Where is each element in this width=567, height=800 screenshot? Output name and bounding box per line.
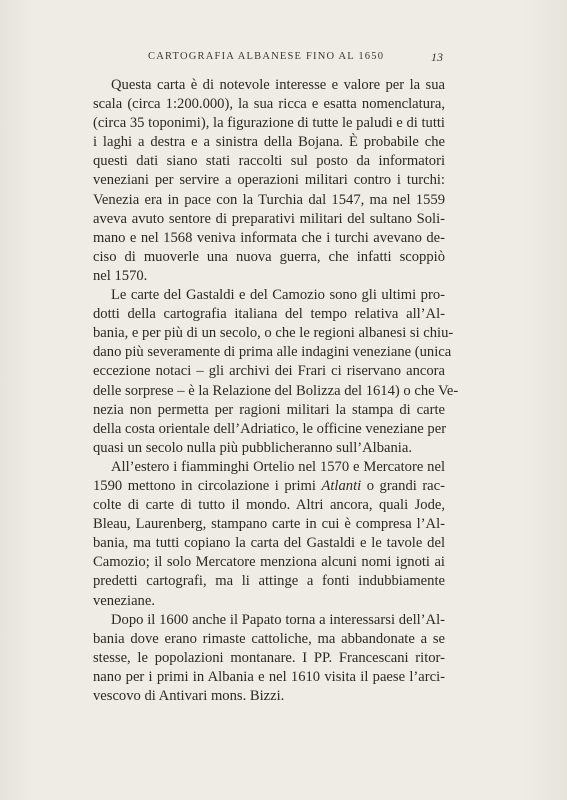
text-fragment: o grandi rac- [361, 477, 445, 494]
text-line: nano per i primi in Albania e nel 1610 visita il paese l’arci- [93, 668, 445, 685]
text-line: della costa orientale dell’Adriatico, le officine veneziane per [93, 420, 447, 437]
text-line: veneziane. [93, 592, 155, 609]
italic-title: Atlanti [321, 477, 362, 494]
text-fragment: 1590 mettono in circolazione i primi [93, 477, 322, 494]
text-line: colte di carte di tutto il mondo. Altri ancora, quali Jode, [93, 497, 445, 514]
text-line: bania, e per più di un secolo, o che le regioni albanesi si chiu- [93, 325, 454, 342]
text-line: Camozio; il solo Mercatore menziona alcuni nomi ignoti ai [93, 554, 445, 571]
text-line: bania dove erano rimaste cattoliche, ma abbandonate a se [93, 630, 445, 647]
text-line: delle sorprese – è la Relazione del Bolizza del 1614) o che Ve- [93, 382, 459, 399]
running-head: CARTOGRAFIA ALBANESE FINO AL 1650 [148, 51, 385, 62]
page-number: 13 [431, 50, 443, 64]
paragraph-1 [75, 76, 445, 286]
text-line: Le carte del Gastaldi e del Camozio sono gli ultimi pro- [111, 287, 445, 304]
paragraph-2 [75, 286, 459, 458]
text-line: ciso di muoverle una nuova guerra, che infatti scoppiò [93, 248, 445, 265]
text-line: i laghi a destra e a sinistra della Bojana. È probabile che [93, 134, 445, 151]
text-line: Dopo il 1600 anche il Papato torna a interessarsi dell’Al- [111, 611, 445, 628]
text-line: questi dati siano stati raccolti sul posto da informatori [93, 153, 445, 170]
text-line: vescovo di Antivari mons. Bizzi. [93, 688, 285, 704]
text-line: bania, ma tutti copiano la carta del Gastaldi e le tavole del [93, 535, 445, 552]
text-line: predetti cartografi, ma li attinge a fonti indubbiamente [93, 573, 445, 590]
text-line: nel 1570. [93, 267, 148, 284]
text-line: dotti della cartografia italiana del tempo relativa all’Al- [93, 306, 445, 323]
text-line: All’estero i fiamminghi Ortelio nel 1570 e Mercatore nel [111, 458, 445, 475]
text-line: eccezione notaci – gli archivi dei Frari ci riservano ancora [93, 363, 445, 380]
text-line: Venezia era in pace con la Turchia dal 1547, ma nel 1559 [93, 191, 445, 208]
text-line: veneziani per servire a operazioni militari contro i turchi: [93, 172, 445, 189]
text-line: Questa carta è di notevole interesse e valore per la sua [111, 77, 445, 93]
text-line: scala (circa 1:200.000), la sua ricca e esatta nomenclatura, [93, 96, 445, 113]
text-line: dano più severamente di prima alle indagini veneziane (unica [93, 344, 452, 361]
text-line: nezia non permetta per ragioni militari la stampa di carte [93, 401, 445, 418]
text-line: aveva avuto sentore di preparativi militari del sultano Soli- [93, 210, 445, 227]
text-line: (circa 35 toponimi), la figurazione di tutte le paludi e di tutti [93, 115, 445, 132]
body-text [75, 76, 459, 706]
text-line-with-italic [75, 477, 445, 496]
text-line: Bleau, Laurenberg, stampano carte in cui è compresa l’Al- [93, 516, 445, 533]
paragraph-4 [75, 611, 445, 706]
text-line: stesse, le popolazioni montanare. I PP. Francescani ritor- [93, 649, 445, 666]
text-line: quasi un secolo nulla più pubblicheranno sull’Albania. [93, 439, 412, 456]
paragraph-3 [75, 458, 445, 611]
text-line: mano e nel 1568 veniva informata che i turchi avevano de- [93, 229, 445, 246]
